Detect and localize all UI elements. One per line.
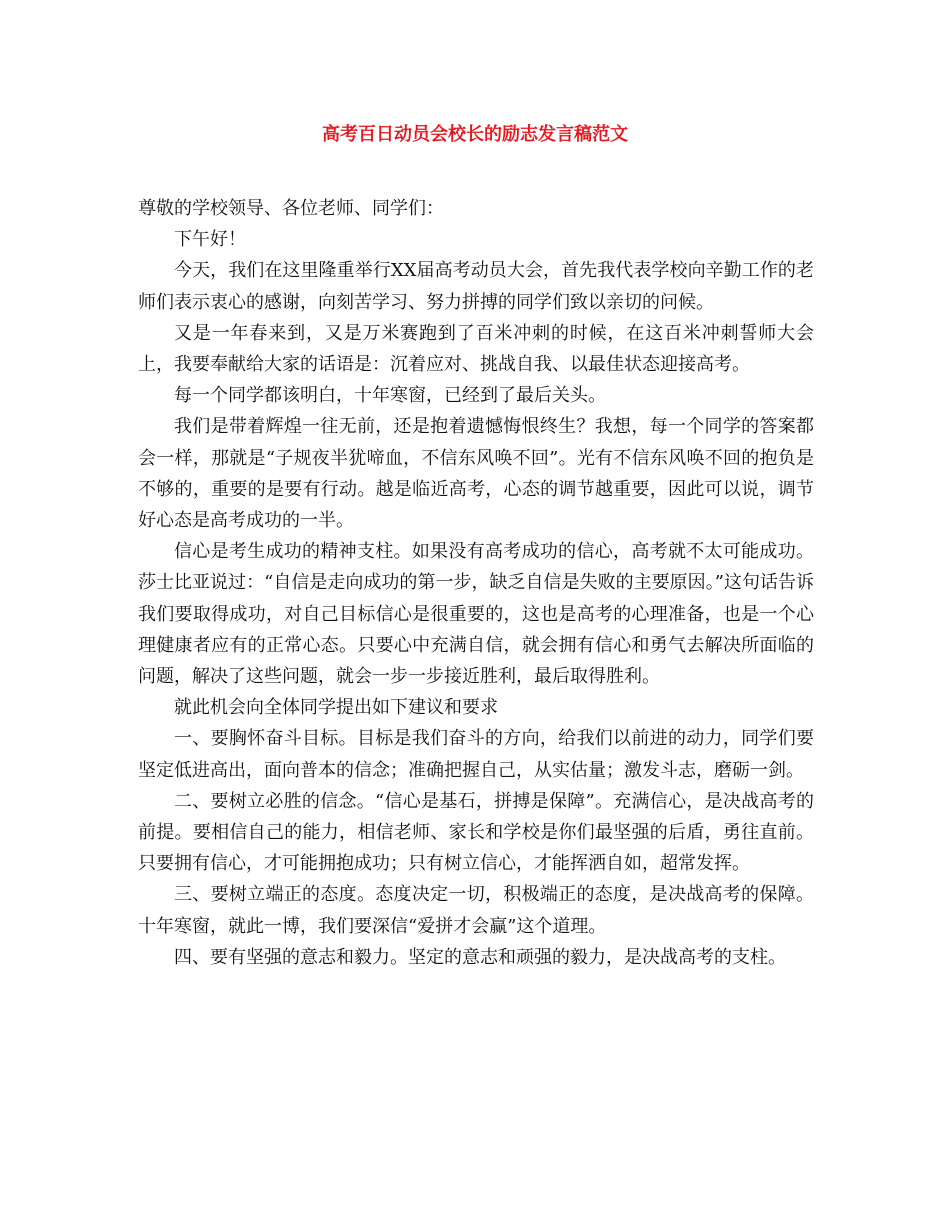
salutation: 尊敬的学校领导、各位老师、同学们： (138, 198, 444, 219)
body-paragraph: 信心是考生成功的精神支柱。如果没有高考成功的信心，高考就不太可能成功。莎士比亚说过：“自信是走向成功的第一步，缺乏自信是失败的主要原因。”这句话告诉我们要取得成功，对自己目标信心是很重要的，这也是高考的心理准备，也是一个心理健康者应有的正常心态。只要心中充满自信，就会拥有信心和勇气去解决所面临的问题，解决了这些问题，就会一步一步接近胜利，最后取得胜利。 (138, 541, 814, 688)
body-paragraph: 每一个同学都该明白，十年寒窗，已经到了最后关头。 (174, 385, 606, 407)
body-paragraph: 今天，我们在这里隆重举行XX届高考动员大会，首先我代表学校向辛勤工作的老师们表示衷心的感谢，向刻苦学习、努力拼搏的同学们致以亲切的问候。 (138, 260, 814, 313)
document-body (138, 193, 814, 973)
suggestion-item: 四、要有坚强的意志和毅力。坚定的意志和顽强的毅力，是决战高考的支柱。 (174, 946, 786, 968)
suggestion-item: 一、要胸怀奋斗目标。目标是我们奋斗的方向，给我们以前进的动力，同学们要坚定低进高出，面向普本的信念；准确把握自己，从实估量；激发斗志，磨砺一剑。 (138, 728, 814, 781)
body-paragraph: 又是一年春来到，又是万米赛跑到了百米冲刺的时候，在这百米冲刺誓师大会上，我要奉献给大家的话语是：沉着应对、挑战自我、以最佳状态迎接高考。 (138, 322, 814, 376)
greeting: 下午好！ (174, 229, 246, 251)
body-paragraph: 就此机会向全体同学提出如下建议和要求 (174, 697, 498, 719)
suggestion-item: 二、要树立必胜的信念。“信心是基石，拼搏是保障”。充满信心，是决战高考的前提。要相信自己的能力，相信老师、家长和学校是你们最坚强的后盾，勇往直前。只要拥有信心，才可能拥抱成功；只有树立信心，才能挥洒自如，超常发挥。 (138, 790, 814, 875)
document-title: 高考百日动员会校长的励志发言稿范文 (322, 124, 628, 145)
body-paragraph: 我们是带着辉煌一往无前，还是抱着遗憾悔恨终生？我想，每一个同学的答案都会一样，那就是“子规夜半犹啼血，不信东风唤不回”。光有不信东风唤不回的抱负是不够的，重要的是要有行动。越是临近高考，心态的调节越重要，因此可以说，调节好心态是高考成功的一半。 (138, 416, 814, 532)
suggestion-item: 三、要树立端正的态度。态度决定一切，积极端正的态度，是决战高考的保障。十年寒窗，就此一博，我们要深信“爱拼才会赢”这个道理。 (138, 884, 814, 937)
